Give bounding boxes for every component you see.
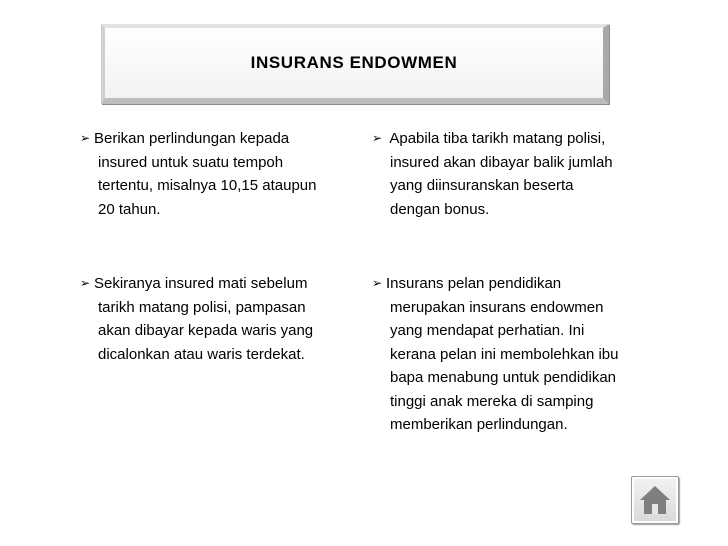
- bullet-line: dicalonkan atau waris terdekat.: [98, 345, 305, 363]
- bullet-line: ➢ Berikan perlindungan kepada: [80, 127, 316, 151]
- bullet-line: bapa menabung untuk pendidikan: [390, 369, 617, 386]
- bullet-line: yang mendapat perhatian. Ini: [390, 322, 585, 339]
- bullet-line: dengan bonus.: [390, 200, 490, 218]
- bullet-line: memberikan perlindungan.: [390, 416, 568, 433]
- bullet-line: ➢ Apabila tiba tarikh matang polisi,: [372, 127, 613, 151]
- title-box: [101, 24, 609, 104]
- arrow-bullet-icon: ➢: [372, 276, 383, 290]
- bullet-line: insured akan dibayar balik jumlah: [390, 153, 613, 171]
- bullet-line: yang diinsuranskan beserta: [390, 177, 574, 194]
- bullet-line: ➢ Sekiranya insured mati sebelum: [80, 272, 313, 296]
- bullet-point: [372, 127, 613, 221]
- bullet-line: kerana pelan ini membolehkan ibu: [390, 345, 619, 363]
- bullet-point: [372, 272, 618, 437]
- home-icon: [638, 483, 672, 517]
- bullet-point: [80, 272, 313, 366]
- bullet-line: tinggi anak mereka di samping: [390, 392, 594, 410]
- bullet-line: akan dibayar kepada waris yang: [98, 322, 314, 339]
- arrow-bullet-icon: ➢: [372, 131, 383, 145]
- bullet-line: 20 tahun.: [98, 200, 161, 218]
- bullet-line: tertentu, misalnya 10,15 ataupun: [98, 177, 317, 194]
- arrow-bullet-icon: ➢: [80, 276, 91, 290]
- home-button[interactable]: [631, 476, 679, 524]
- slide-title: INSURANS ENDOWMEN: [250, 53, 458, 72]
- bullet-line: insured untuk suatu tempoh: [98, 153, 284, 171]
- bullet-line: tarikh matang polisi, pampasan: [98, 298, 306, 316]
- bullet-line: merupakan insurans endowmen: [390, 298, 604, 316]
- bullet-point: [80, 127, 316, 221]
- bullet-line: ➢ Insurans pelan pendidikan: [372, 272, 618, 296]
- arrow-bullet-icon: ➢: [80, 131, 91, 145]
